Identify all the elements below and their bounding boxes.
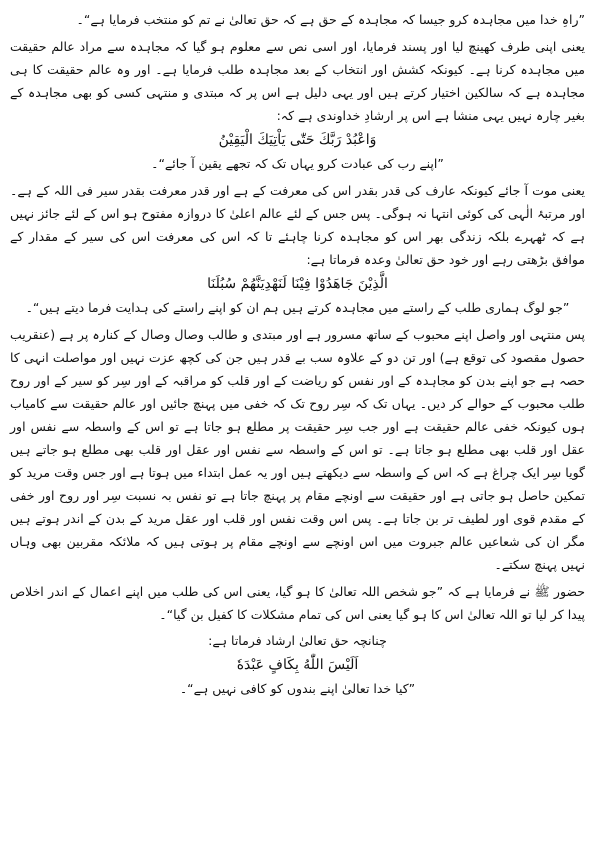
paragraph-3: پس منتہی اور واصل اپنے محبوب کے ساتھ مسرور ہے اور مبتدی و طالب وصال وصال کے کنارہ پر ہے (عنقریب حصول مقصود کی توقع ہے) اور تن دو کے علاوہ سب بے قدر ہیں جن کی کچھ عزت نہیں اور مواصلت انہی کا حصہ ہے جو اپنے بدن کو مجاہدہ کے اور نفس کو ریاضت کے اور قلب کو مراقبہ کے اور سِر کو سیر کے اور روح طلب محبوب کے حوالے کر دیں۔ یہاں تک کہ سِر روح تک کہ خفی میں پہنچ جائیں اور عالم حقیقت سے کامیاب ہوں کیونکہ خفی عالم حقیقت ہے اور جب سِر حقیقت پر مطلع ہو جاتا ہے تو اس کے واسطہ سے نفس اور عقل اور قلب بھی مطلع ہو جاتا ہے۔ تو اس کے واسطہ سے نفس اور عقل اور قلب بھی مطلع ہو جاتے ہیں گویا سِر ایک چراغ ہے کہ اس کے واسطہ سے دیکھتے ہیں اور یہ عمل ابتداء میں ہوتا ہے اور جس وقت مرید کو تمکین حاصل ہو جاتی ہے اور حقیقت سے اونچے مقام پر پہنچ جاتا ہے تو نفس بہ نسبت سِر اور روح اور خفی کے مقدم قوی اور لطیف تر بن جاتا ہے۔ پس اس وقت نفس اور قلب اور عقل مرید کے بدن کے اندر ہوتے ہیں مگر ان کی شعاعیں عالم جبروت میں اس اونچے سے اونچے مقام پر ہوتی ہیں کہ ملائکہ مقربین بھی وہاں نہیں پہنچ سکتے۔ <box>10 327 586 572</box>
quranic-verse-1: وَاعْبُدْ رَبَّكَ حَتّٰى يَاْتِيَكَ الْيَقِيْنُ <box>218 132 377 148</box>
paragraph-5: چنانچہ حق تعالیٰ ارشاد فرماتا ہے: <box>208 633 387 648</box>
translation-3: ”کیا خدا تعالیٰ اپنے بندوں کو کافی نہیں ہے“۔ <box>179 681 416 696</box>
translation-2: ”جو لوگ ہماری طلب کے راستے میں مجاہدہ کرتے ہیں ہم ان کو اپنے راستے کی ہدایت فرما دیتے ہیں“۔ <box>25 300 570 315</box>
translation-1: ”اپنے رب کی عبادت کرو یہاں تک کہ تجھے یقین آ جائے“۔ <box>151 156 444 171</box>
paragraph-1: یعنی اپنی طرف کھینچ لیا اور پسند فرمایا، اور اسی نص سے معلوم ہو گیا کہ مجاہدہ سے مراد عالم حقیقت میں مجاہدہ کرنا ہے۔ کیونکہ کشش اور انتخاب کے بعد مجاہدہ طلب فرمایا ہے۔ اور وہ عالم حقیقت کا ہی مجاہدہ ہے کہ سالکین اختیار کرتے ہیں اور یہی دلیل ہے اس پر کہ مبتدی و منتہی کسی کو بھی مجاہدہ کے بغیر چارہ نہیں یہی منشا ہے اس پر ارشادِ خداوندی ہے کہ: <box>10 39 585 123</box>
quranic-verse-2: الَّذِيْنَ جَاهَدُوْا فِيْنَا لَنَهْدِيَنَّهُمْ سُبُلَنَا <box>207 276 388 292</box>
paragraph-4: حضور ﷺ نے فرمایا ہے کہ ”جو شخص اللہ تعالیٰ کا ہو گیا، یعنی اس کی طلب میں اپنے اعمال کے اندر اخلاص پیدا کر لیا تو اللہ تعالیٰ اس کا ہو گیا یعنی اس کی تمام مشکلات کا کفیل بن گیا“۔ <box>10 584 585 622</box>
quranic-verse-3: اَلَيْسَ اللّٰهُ بِكَافٍ عَبْدَهٗ <box>236 657 359 673</box>
paragraph-2: یعنی موت آ جائے کیونکہ عارف کی قدر بقدر اس کی معرفت کے ہے اور قدر معرفت بقدر سیر فی اللہ کے ہے۔ اور مرتبۂ الٰہی کی کوئی انتہا نہ ہوگی۔ پس جس کے لئے عالم اعلیٰ کا دروازہ مفتوح ہو اس کے لئے جائز نہیں ہے کہ ٹھہرے بلکہ زندگی بھر اس کو مجاہدہ کرنا چاہئے تا کہ اس کی معرفت اس کی سیر کے مقدار کے موافق بڑھتی رہے اور خود حق تعالیٰ وعدہ فرماتا ہے: <box>10 183 585 267</box>
opening-quote: ”راہِ خدا میں مجاہدہ کرو جیسا کہ مجاہدہ کے حق ہے کہ حق تعالیٰ نے تم کو منتخب فرمایا ہے“۔ <box>76 12 585 27</box>
